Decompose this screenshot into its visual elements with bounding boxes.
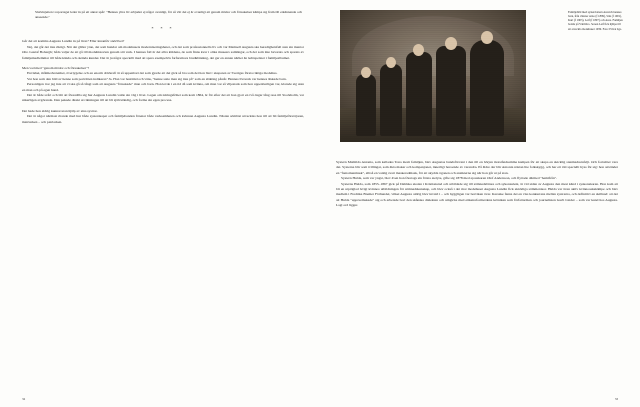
page-number-right: 33 [614,397,618,401]
section-break-ornament: * * * [151,26,175,32]
photo-caption: Familjebild med systerdottern Auroich hennes barn, från vänster Arno (f 1899), Stin (f 1901), Kurt (f 1903), Leif (f 1897) och Aura. Familjen bodde på Värmbro. Sonen Leif fick hjälpa till att arveckla modehuset 1939. Foto: Privat ägo. [568,10,623,31]
left-page-column [22,10,304,125]
right-page [320,0,640,407]
paragraph: Systerns Hulda, som 1855–1867 gick på Dahlska skolan i Kristianstad och utbildade sig till sömnadslärare och sykonsulent, är vid sidan av Augusta den mest känd i syskonskaran. Hon kom att bli en utpräglad ivrigt kvinnos utbildningen för sömnadskunskap, och blev också i det mot modehuset Augusta Lundin fick skickliga sömmerskor. Hulda var även aktiv kvinnosakskämpe och blev medlem i Fredrika Bremer Förbundet, vilket Augusta aldrig blev invald i – och hyggligen var berviken över. Karaske fanns det en viss konkurrens mellan systrarna, och definitivt en skillnad: att det att Hulda "uppsvemskade" sig och arbetade bort den skånska dialekten och umgicks med etiketreformerdens krönikan som författarman och journalisten Gurli Linder – som var kund hos Augusta. Lagt ord ligger. [336,181,618,208]
paragraph: Nej, det går det inte riktigt. När det gäller ytan, det som hundar om modehusets moderniseringsheter, och det som professionnella liv och var Mamsell Augusta ska heredighetsfull sten sin mentor Otto Gustaf Bobergh; båda valjer de att gå till modehistorien genom sitt verk. I hennes fall är det allra klädena, de som finns kvar i olika museers samlingar, och det som inte bevarats och sparats av familjemedlemmar till både kända och okända kunder. Det är ju något speciellt med att spara exempelvis farfarsmors brudklänning, det ger en annan närhet än ledöspelatet i familjealbumet. [22,44,304,60]
paragraph: Men vad med "genom mödor och försakelser"? [22,65,90,70]
paragraph: Det hade hon aldrig kunnat utan hjälp av sina systrar. [22,108,98,113]
paragraph: Systern Mathilda Antonia, som kallades Tona inom familjen, blev Augustas bundsförvant i den till en början motståndsamma kampen för att skapa en skicklig stenmadsstafsljt. Och fortsätter vara det. Systerna blir som tvillingar, som äkta makar och kompanjoner, innerligt beroende av varandra. På äldre dar blir Antonia nästan lite folkskygg, och har ett rätt speciellt hyss för sig: hon använder en "fantomenmask", alltså en vanlig svart maskeradmask, för att skydda ögonen och ansikterna sig när hon går ut på stan. [336,160,618,175]
paragraph: Går det att komma Augusta Lundin in på livet? Eller innanför snörlivet? [22,39,125,44]
pull-quote: Slutvinjetten i reportaget leder in på ett annat spår: "Hennes yttre liv erbjuder ej något ovanligt, för så vitt det ej är ovanligt att genom mödor och försakelser kämpa sig fram till erkännande och anseende." [35,10,302,20]
paragraph: Personligen tror jag inte att vi ska gå så långt som att Augusta "försakade" man och barn. Hon levde i en tid då som kvinna, om man var så viljestark som hon uppenbarligen var, klarade sig utan en man och på egen hand. [22,82,304,92]
paragraph: Det är både svårt och lätt att föreställa sig hur Augusta Lundin valde sin väg i livet. Lagen om näringsfrihet som kom 1864, är för efter det att hon gjort en två dagar lång resa till Stockholm, var säkerligen avgörande. Den pekade direkt ut riktningen till att bli självständig, och forma sin egen process. [22,92,304,103]
paragraph: Det är något närmast ritande med hur både systerskapet och familjebanden förenar både verksamheten och kvinnan Augusta Lundin. Nästan sömlöst utvecklas hon till att bli familjeförsörjaren, matriarken – och patriarken. [22,114,304,124]
photo-block [336,10,623,160]
page-number-left: 32 [22,397,26,401]
family-photograph [340,10,526,142]
paragraph: Var hon som den bild av henne som porträtten indikerar? Ja. Hon var bestämd och väns, "henne satte man sig inte på" som en släkting påstår. Hennes livsverk var hennes älskade barn. [27,76,287,81]
paragraph: Envishet, målmedvetenhet, övertygelse och en enorm drivkraft är så uppenbart det som gjorde att det gick så bra som det hon blev: skaparen av Sveriges första riktiga modehus. [27,71,278,76]
paragraph: Systern Hulda, som var yngst, blev även hon företags sin första atelyre, gifte sig 1878 med apotekaren Olof Andersson, och flyttade därmed "hemifrån". [341,176,557,181]
photo-grain-overlay [340,10,526,142]
right-page-column [336,160,618,209]
